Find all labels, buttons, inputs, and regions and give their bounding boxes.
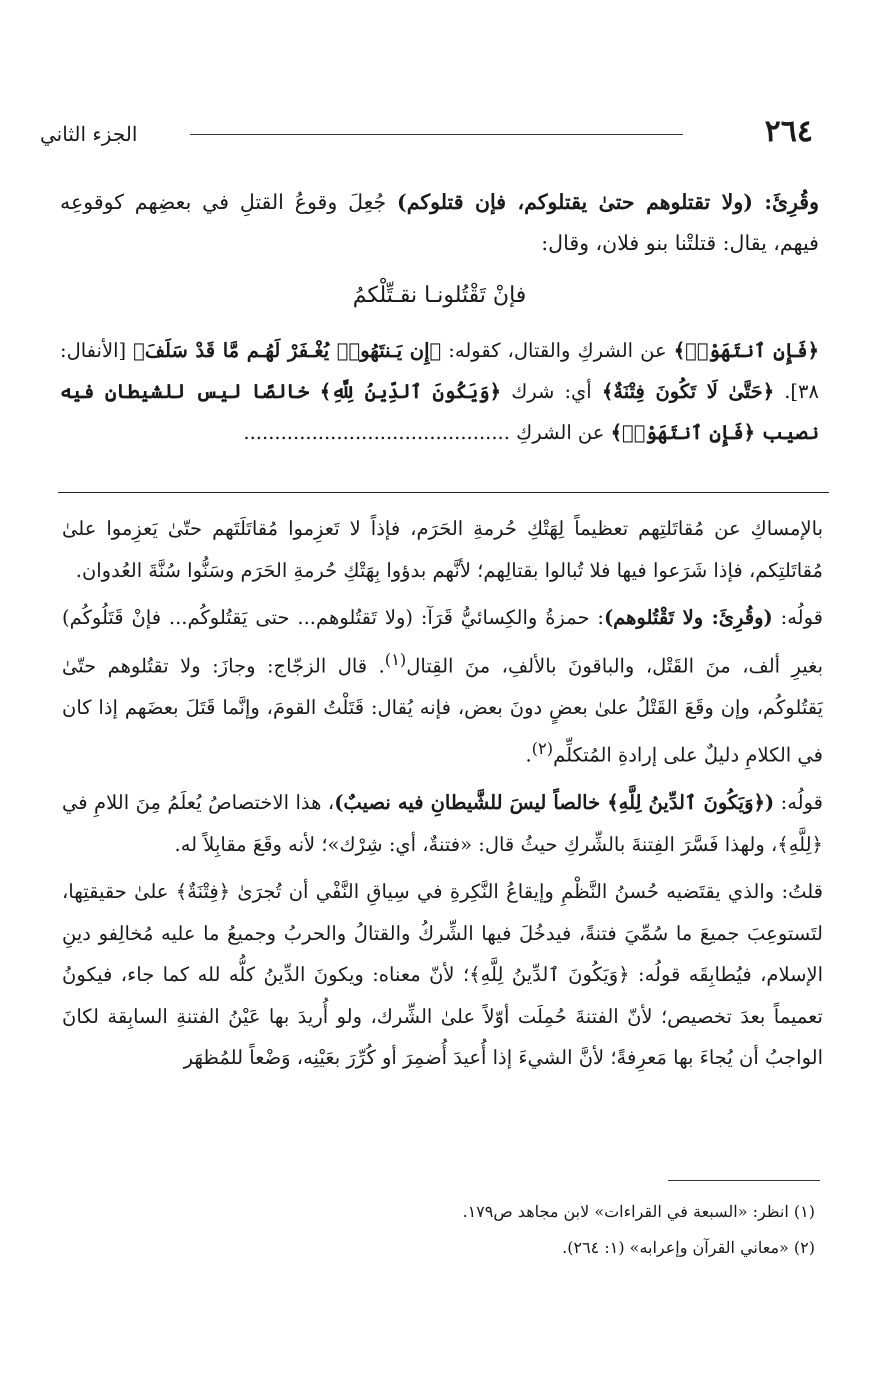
footnote-ref-1: (١) — [384, 649, 407, 669]
surah-reference: [الأنفال: ٣٨]. — [60, 339, 819, 403]
quran-quote: ﴿إِن يَـنتَهُوا۟ يُغْـفَرْ لَهُـم مَّا قَدْ سَلَفَ﴾ — [133, 339, 442, 362]
text-span: عن الشركِ — [509, 421, 611, 444]
running-header — [40, 112, 813, 152]
volume-title: الجزء الثاني — [40, 122, 138, 146]
commentary-paragraph-4: قلتُ: والذي يقتَضيه حُسنُ النَّظْمِ وإيقاعُ النَّكِرةِ في سِياقِ النَّفْي أن تُجرَىٰ ﴿فِتْنَةٌ﴾ علىٰ حقيقتِها، لتَستوعِبَ جميعَ ما سُمِّيَ فتنةً، فيدخُلَ فيها الشِّركُ والقتالُ والحربُ وجميعُ ما عليه مُخالِفو دينِ الإسلام، فيُطابِقَه قولُه: ﴿وَيَكُونَ ٱلدِّينُ لِلَّهِ﴾؛ لأنّ معناه: ويكونَ الدِّينُ كلُّه لله كما جاء، فيكونُ تعميماً بعدَ تخصيص؛ لأنّ الفتنةَ حُمِلَت أوّلاً علىٰ الشِّرك، ولو أُريدَ بها عَيْنُ الفتنةِ السابِقة لكانَ الواجبُ أن يُجاءَ بها مَعرِفةً؛ لأنَّ الشيءَ إذا أُعيدَ أُضمِرَ أو كُرِّرَ بعَيْنِه، وَضْعاً للمُظهَر — [62, 880, 823, 1069]
quran-quote: ﴿فَإِنِ ٱنتَهَوْا۟﴾ — [610, 421, 756, 444]
poetry-verse: فإنْ تَقْتُلونـا نقـتِّلْكمُ — [352, 283, 527, 308]
text-span: ، هذا الاختصاصُ يُعلَمُ مِنَ اللامِ في ﴿لِلَّهِ﴾، ولهذا فَسَّرَ الفِتنةَ بالشِّركِ حيثُ قال: «فتنةٌ، أي: شِرْك»؛ لأنه وقَعَ مقابِلاً له. — [62, 791, 823, 856]
section-divider — [58, 492, 829, 493]
page-number: ٢٦٤ — [764, 114, 813, 149]
footnote-ref-2: (٢) — [531, 739, 554, 758]
text-span: عن الشركِ والقتال، كقوله: — [441, 339, 674, 362]
commentary-text — [62, 508, 823, 1085]
commentary-paragraph-2 — [62, 597, 823, 776]
quran-quote: ﴿حَتَّىٰ لَا تَكُونَ فِتْنَةٌ﴾ — [601, 380, 775, 403]
qiraa-phrase: وقُرِئَ: (ولا تقتلوهم حتىٰ يقتلوكم، فإن قتلوكم) — [397, 190, 820, 214]
main-paragraph-1-text: جُعِلَ وقوعُ القتلِ في بعضِهم كوقوعِه فيهم، يقال: قتلتْنا بنو فلان، وقال: — [60, 190, 819, 255]
header-rule — [190, 134, 683, 135]
bold-phrase: خالصًا ليس للشيطانِ فيه نصيب — [60, 380, 819, 444]
main-paragraph-1 — [60, 182, 819, 264]
text-span: . قال الزجّاج: وجازَ: ولا تقتُلوهم حتّىٰ يَقتُلوكُم، وإن وقَعَ القَتْلُ علىٰ بعضٍ دونَ بعض، فإنه يُقال: قَتَلْتُ القومَ، وإنَّما قَتَلَ بعضَهم إذا كان في الكلامِ دليلٌ على إرادةِ المُتكلِّم — [62, 654, 823, 767]
commentary-paragraph-1: بالإمساكِ عن مُقاتَلتِهم تعظيماً لِهَتْكِ حُرمةِ الحَرَم، فإذاً لا تَعزِموا مُقاتَلَتَهم حتّىٰ يَعزِموا علىٰ مُقاتَلتِكم، فإذا شَرَعوا فيها فلا تُبالوا بقتالِهم؛ لأنَّهم بدؤوا بِهَتْكِ حُرمةِ الحَرَم وسَنُّوا سُنَّةَ العُدوان. — [62, 517, 823, 582]
continuation-dots: ........................................... — [243, 421, 510, 444]
footnotes — [62, 1194, 815, 1266]
lemma: (وقُرِئَ: ولا تَقْتُلوهم) — [603, 606, 773, 629]
main-paragraph-2 — [60, 330, 819, 453]
footnote-divider — [668, 1180, 820, 1181]
text-span: أي: شرك — [501, 380, 602, 403]
quran-quote: ﴿فَإِنِ ٱنتَهَوْا۟﴾ — [673, 339, 819, 362]
text-span: : حمزةُ والكِسائيُّ قَرَآ: (ولا تَقتُلوهم... حتى يَقتُلوكُم... فإنْ قَتَلُوكُم) بغيرِ ألف، منَ القَتْل، والباقونَ بالألفِ، منَ القِتال — [62, 606, 823, 677]
text-span: قولُه: — [774, 791, 823, 814]
text-span: قولُه: — [772, 606, 823, 629]
main-text — [60, 182, 819, 453]
footnote-1: (١) انظر: «السبعة في القراءات» لابن مجاهد ص١٧٩. — [462, 1202, 815, 1221]
footnote-2: (٢) «معاني القرآن وإعرابه» (١: ٢٦٤). — [562, 1238, 815, 1257]
lemma: (﴿وَيَكُونَ ٱلدِّينُ لِلَّهِ﴾ خالصاً ليسَ للشَّيطانِ فيه نصيبٌ) — [334, 791, 775, 814]
text-span: . — [525, 743, 532, 767]
quran-quote: ﴿وَيَكُونَ ٱلدِّينُ لِلَّهِ﴾ — [319, 380, 502, 403]
commentary-paragraph-3 — [62, 782, 823, 865]
